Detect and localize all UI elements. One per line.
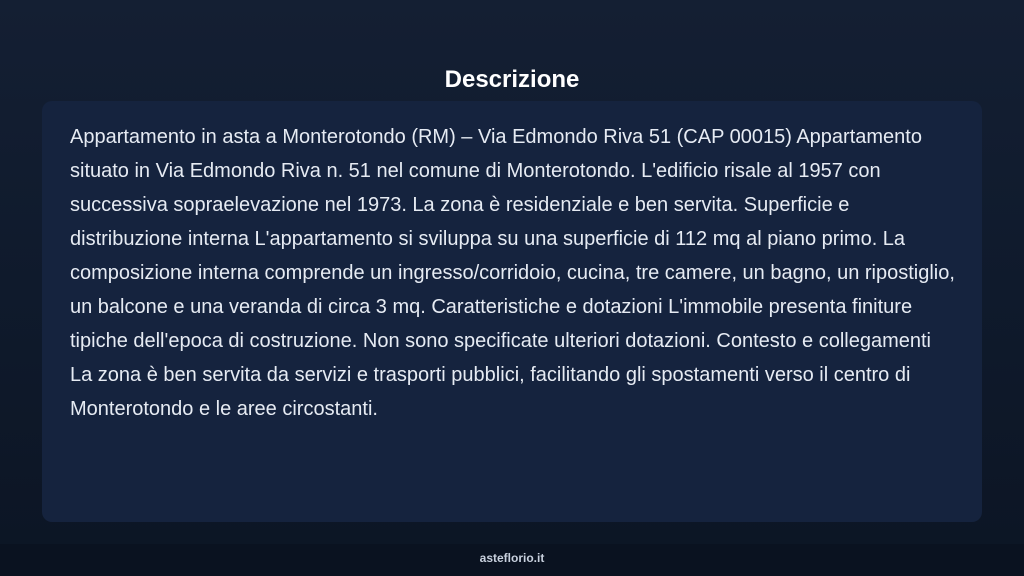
description-text: Appartamento in asta a Monterotondo (RM) – Via Edmondo Riva 51 (CAP 00015) Appartamento situato in Via Edmondo Riva n. 51 nel comune di Monterotondo. L'edificio risale al 1957 con successiva sopraelevazione nel 1973. La zona è residenziale e ben servita. Superficie e distribuzione interna L'appartamento si sviluppa su una superficie di 112 mq al piano primo. La composizione interna comprende un ingresso/corridoio, cucina, tre camere, un bagno, un ripostiglio, un balcone e una veranda di circa 3 mq. Caratteristiche e dotazioni L'immobile presenta finiture tipiche dell'epoca di costruzione. Non sono specificate ulteriori dotazioni. Contesto e collegamenti La zona è ben servita da servizi e trasporti pubblici, facilitando gli spostamenti verso il centro di Monterotondo e le aree circostanti. xyxy=(70,126,955,420)
footer-site-name: asteflorio.it xyxy=(479,551,545,565)
page-title: Descrizione xyxy=(444,66,580,94)
footer-bar xyxy=(0,544,1024,576)
description-card xyxy=(42,101,982,522)
